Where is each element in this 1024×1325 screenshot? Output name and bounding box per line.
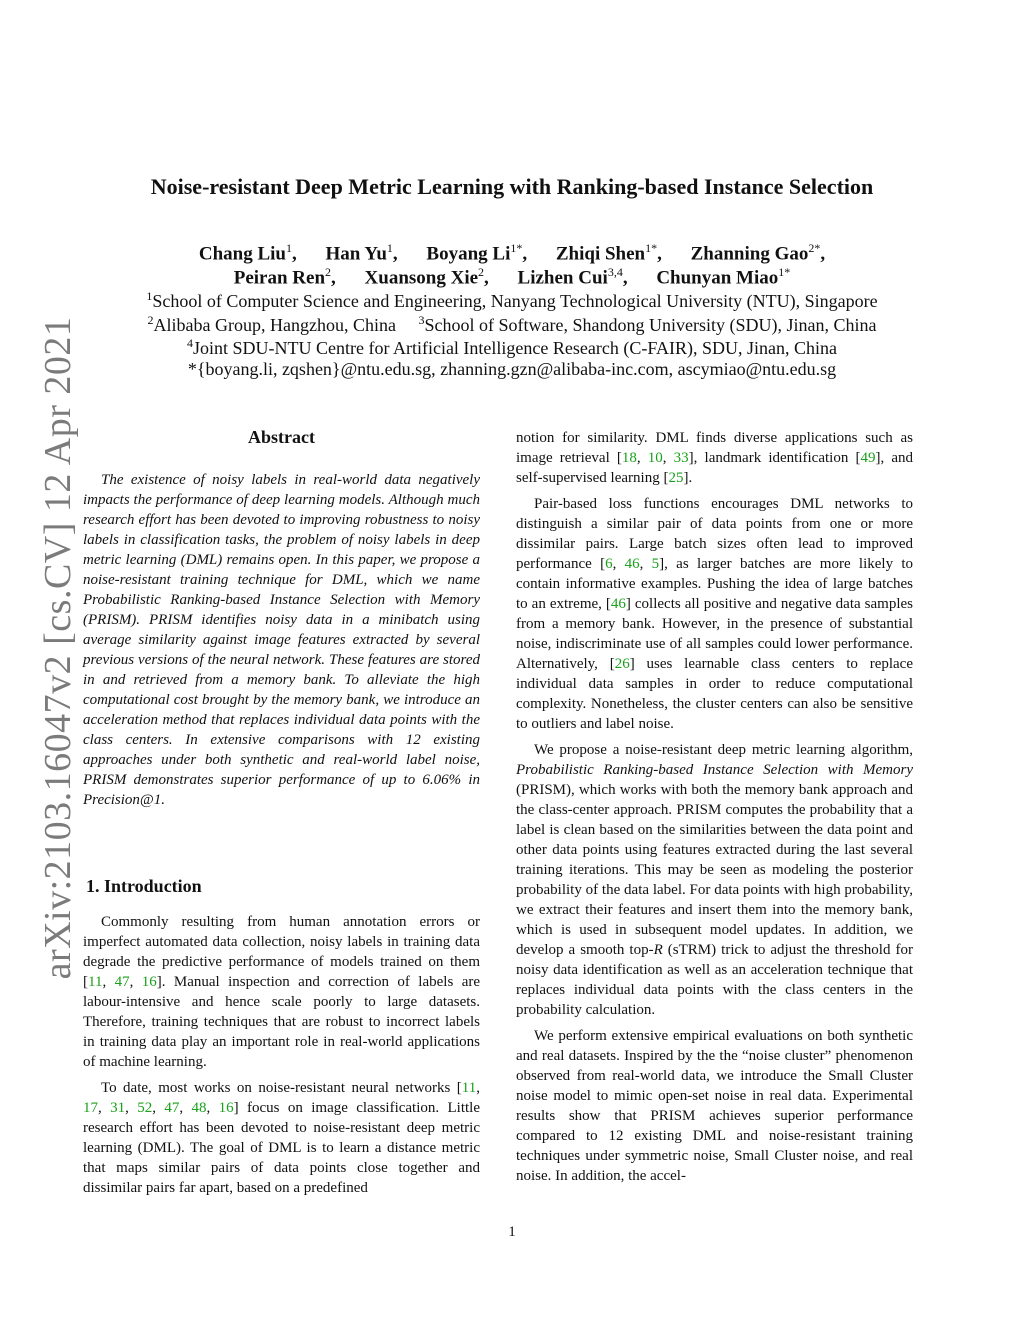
citation-link[interactable]: 16 <box>218 1100 234 1116</box>
affiliation-4: $^4$Joint SDU-NTU Centre for Artificial Intelligence Research (C-FAIR), SDU, Jinan, China <box>186 336 838 358</box>
author: Peiran Ren$^2$, <box>233 265 336 289</box>
page-number: 1 <box>508 1224 516 1240</box>
paper-title: Noise-resistant Deep Metric Learning with Ranking-based Instance Selection <box>150 174 874 199</box>
section-heading-introduction: 1. Introduction <box>86 876 202 896</box>
citation-link[interactable]: 25 <box>668 470 684 486</box>
author: Chang Liu$^1$, <box>198 241 297 265</box>
author-line-1 <box>0 241 1024 265</box>
author: Boyang $Li^{1*}$, <box>426 241 528 265</box>
citation-link[interactable]: 11 <box>88 974 103 990</box>
author-emails: *{boyang.li, zqshen}@ntu.edu.sg, zhanning.gzn@alibaba-inc.com, ascymiao@ntu.edu.sg <box>187 359 837 379</box>
author: Han Yu$^1$, <box>325 241 398 265</box>
author: Chunyan Miao$^{1*}$ <box>656 265 791 289</box>
affiliation-1: $^1$School of Computer Science and Engineering, Nanyang Technological University (NTU), Singapore <box>146 289 878 311</box>
citation-link[interactable]: 18 <box>621 450 637 466</box>
citation-link[interactable]: 48 <box>191 1100 207 1116</box>
abstract-text: The existence of noisy labels in real-world data negatively impacts the performance of deep learning models. Although much research effort has been devoted to improving robustness to noisy labels in classification tasks, the problem of noisy labels in deep metric learning (DML) remains open. In this paper, we propose a noise-resistant training technique for DML, which we name Probabilistic Ranking-based Instance Selection with Memory (PRISM). PRISM identifies noisy data in a minibatch using average similarity against image features extracted by several previous versions of the neural network. These features are stored in and retrieved from a memory bank. To alleviate the high computational cost brought by the memory bank, we introduce an acceleration method that replaces individual data points with the class centers. In extensive comparisons with 12 existing approaches under both synthetic and real-world label noise, PRISM demonstrates superior performance of up to 6.06% in Precision@1. <box>83 472 480 808</box>
author: Zhanning Gao$^{2*}$, <box>690 241 826 265</box>
citation-link[interactable]: 31 <box>110 1100 126 1116</box>
citation-link[interactable]: 47 <box>164 1100 180 1116</box>
affiliation-2-3: $^2$Alibaba Group, Hangzhou, China $^3$School of Software, Shandong University (SDU), Jinan, China <box>147 313 877 335</box>
paragraph: We propose a noise-resistant deep metric learning algorithm, Probabilistic Ranking-based Instance Selection with Memory (PRISM), which works with both the memory bank approach and the class-center approach. PRISM computes the probability that a label is clean based on the similarities between the data point and other data points using features extracted during the last several training iterations. This may be seen as modeling the posterior probability of the data label. For data points with high probability, we extract their features and insert them into the memory bank, which is used in subsequent model updates. In addition, we develop a smooth top-R (sTRM) trick to adjust the threshold for noisy data identification as well as an acceleration technique that replaces individual data points with the class centers in the probability calculation. <box>516 742 913 1018</box>
author: Zhiqi Shen$^{1*}$, <box>555 241 662 265</box>
citation-link[interactable]: 17 <box>83 1100 98 1116</box>
citation-link[interactable]: 46 <box>624 556 640 572</box>
author-line-2 <box>0 265 1024 289</box>
introduction-body <box>83 912 480 1204</box>
citation-link[interactable]: 33 <box>673 450 689 466</box>
arxiv-identifier: arXiv:2103.16047v2 [cs.CV] 12 Apr 2021 <box>37 316 79 980</box>
citation-link[interactable]: 10 <box>647 450 663 466</box>
author: Lizhen Cui$^{3,4}$, <box>517 265 628 289</box>
paragraph: notion for similarity. DML finds diverse applications such as image retrieval [18, 10, 33], landmark identification [49], and self-supervised learning [25]. <box>516 430 913 486</box>
citation-link[interactable]: 26 <box>614 656 630 672</box>
citation-link[interactable]: 11 <box>461 1080 477 1096</box>
citation-link[interactable]: 5 <box>651 556 660 572</box>
abstract-heading: Abstract <box>248 427 315 447</box>
citation-link[interactable]: 49 <box>860 450 876 466</box>
citation-link[interactable]: 6 <box>605 556 613 572</box>
right-column-body <box>516 428 913 1192</box>
citation-link[interactable]: 47 <box>114 974 130 990</box>
citation-link[interactable]: 46 <box>610 596 626 612</box>
paragraph: Pair-based loss functions encourages DML networks to distinguish a similar pair of data points from one or more dissimilar pairs. Large batch sizes often lead to improved performance [6, 46, 5], as larger batches are more likely to contain informative examples. Pushing the idea of large batches to an extreme, [46] collects all positive and negative data samples from a memory bank. However, in the presence of substantial noise, indiscriminate use of all samples could lower performance. Alternatively, [26] uses learnable class centers to replace individual data samples in order to reduce computational complexity. Nonetheless, the cluster centers can also be sensitive to outliers and label noise. <box>516 496 914 732</box>
paragraph: To date, most works on noise-resistant neural networks [11, 17, 31, 52, 47, 48, 16] focus on image classification. Little research effort has been devoted to noise-resistant deep metric learning (DML). The goal of DML is to learn a distance metric that maps similar pairs of data points close together and dissimilar pairs far apart, based on a predefined <box>83 1080 481 1196</box>
citation-link[interactable]: 52 <box>137 1100 153 1116</box>
paragraph: Commonly resulting from human annotation errors or imperfect automated data collection, noisy labels in training data degrade the predictive performance of models trained on them [11, 47, 16]. Manual inspection and correction of labels are labour-intensive and hence scale poorly to large datasets. Therefore, training techniques that are robust to incorrect labels in training data play an important role in real-world applications of machine learning. <box>83 914 481 1070</box>
author: Xuansong Xie$^2$, <box>364 265 489 289</box>
paragraph: We perform extensive empirical evaluations on both synthetic and real datasets. Inspired by the the “noise cluster” phenomenon observed from real-world data, we introduce the Small Cluster noise model to mimic open-set noise in real data. Experimental results show that PRISM achieves superior performance compared to 12 existing DML and noise-resistant training techniques under symmetric noise, Small Cluster noise, and real noise. In addition, the accel- <box>516 1028 913 1184</box>
citation-link[interactable]: 16 <box>141 974 157 990</box>
